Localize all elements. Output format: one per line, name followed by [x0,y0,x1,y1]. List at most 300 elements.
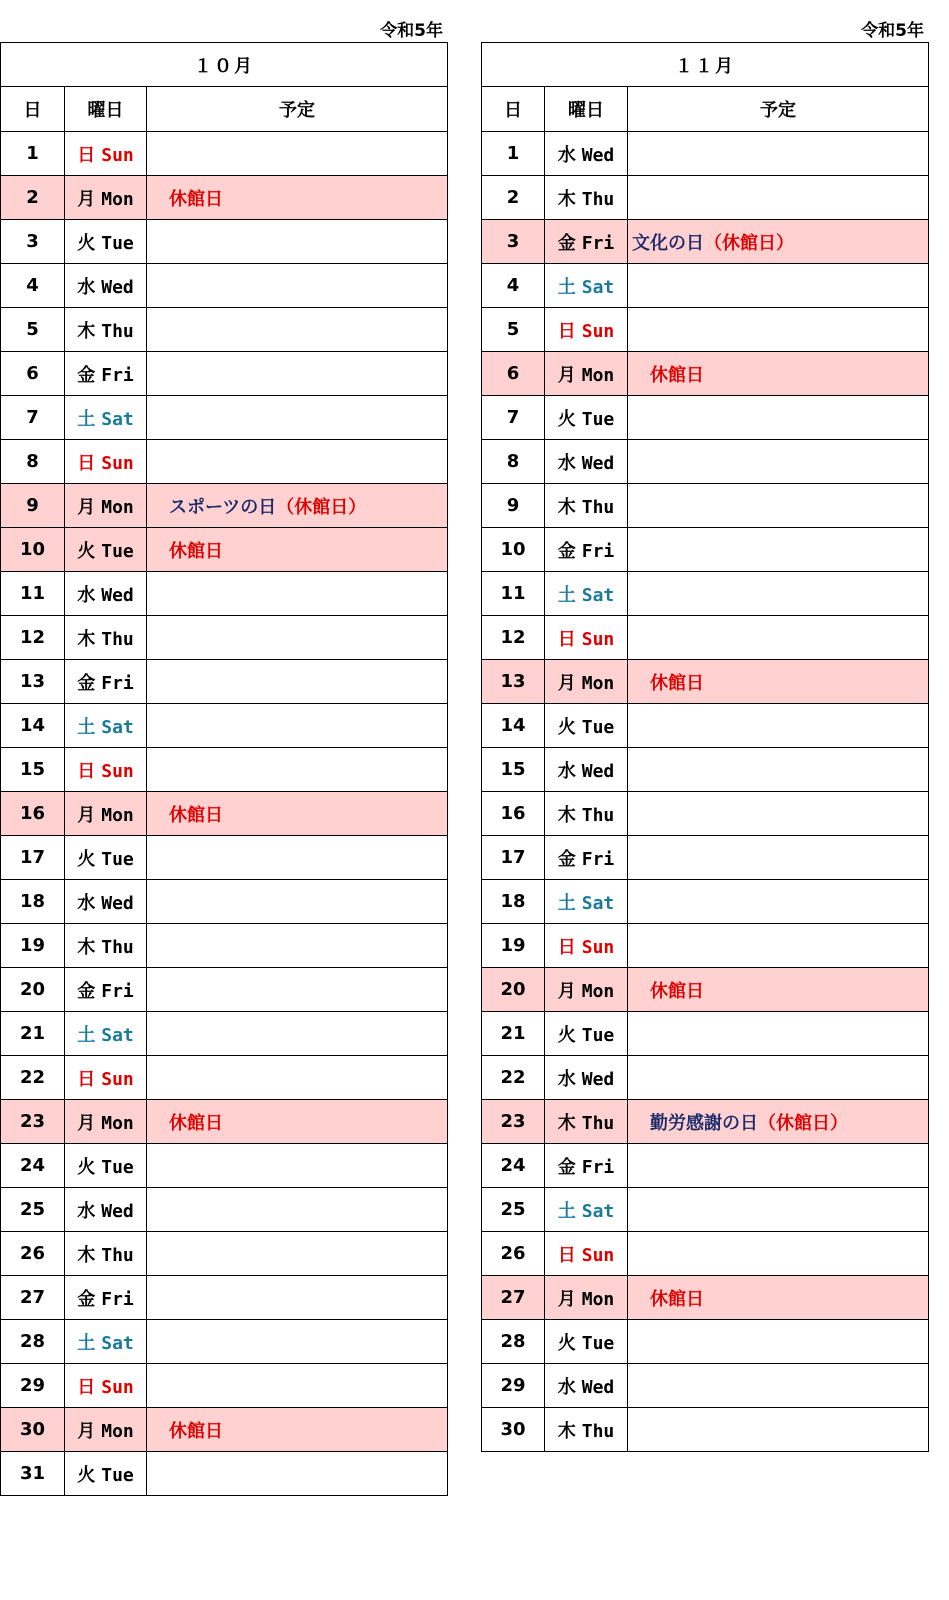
weekday-cell [545,748,628,792]
weekday-jp: 金 [557,848,576,870]
weekday-en: Fri [581,1156,615,1178]
plan-cell [147,176,448,220]
weekday-en: Tue [101,1156,134,1178]
weekday-jp: 火 [77,1156,96,1178]
day-cell: 4 [1,264,65,308]
plan-cell [147,1364,448,1408]
table-row [1,1408,448,1452]
table-row [1,1452,448,1496]
weekday-jp: 土 [557,276,576,298]
table-row [482,924,929,968]
plan-cell [628,572,929,616]
plan-cell [628,1364,929,1408]
weekday-cell [65,176,147,220]
day-cell: 8 [1,440,65,484]
day-cell: 29 [1,1364,65,1408]
plan-cell [628,176,929,220]
weekday-cell [545,484,628,528]
weekday-jp: 木 [77,936,96,958]
weekday-jp: 金 [77,364,96,386]
table-row [482,836,929,880]
plan-cell [147,792,448,836]
plan-cell [147,924,448,968]
day-cell: 13 [1,660,65,704]
weekday-en: Sun [581,628,615,650]
october-calendar-table [0,42,448,1496]
closed-label: 休館日 [650,364,704,386]
day-cell: 20 [482,968,545,1012]
weekday-cell [545,1056,628,1100]
weekday-jp: 木 [557,1420,576,1442]
weekday-en: Mon [101,1420,134,1442]
day-cell: 22 [1,1056,65,1100]
plan-cell [147,748,448,792]
plan-cell [628,132,929,176]
weekday-cell [545,352,628,396]
table-row [482,1056,929,1100]
weekday-cell [65,616,147,660]
table-row [1,1320,448,1364]
weekday-en: Sun [101,760,134,782]
weekday-cell [545,880,628,924]
closed-label: 休館日 [169,540,223,562]
weekday-cell [65,484,147,528]
weekday-jp: 日 [77,144,96,166]
weekday-jp: 水 [557,760,576,782]
day-cell: 6 [1,352,65,396]
table-row [1,396,448,440]
day-cell: 2 [1,176,65,220]
day-cell: 23 [482,1100,545,1144]
weekday-cell [65,1056,147,1100]
table-row [482,880,929,924]
plan-cell [628,792,929,836]
weekday-en: Wed [101,1200,134,1222]
weekday-cell [545,792,628,836]
weekday-en: Tue [101,232,134,254]
weekday-en: Thu [101,1244,134,1266]
weekday-jp: 土 [557,892,576,914]
table-row [1,1364,448,1408]
weekday-cell [65,1364,147,1408]
day-cell: 2 [482,176,545,220]
weekday-jp: 火 [557,408,576,430]
table-row [482,528,929,572]
weekday-cell [65,396,147,440]
plan-cell [628,308,929,352]
day-cell: 7 [482,396,545,440]
weekday-cell [65,1232,147,1276]
weekday-en: Fri [101,1288,134,1310]
weekday-cell [545,1188,628,1232]
weekday-cell [545,132,628,176]
day-cell: 28 [1,1320,65,1364]
weekday-cell [65,440,147,484]
table-row [482,1100,929,1144]
plan-cell [628,836,929,880]
table-row [482,1276,929,1320]
weekday-en: Wed [101,584,134,606]
plan-cell [147,308,448,352]
weekday-cell [545,176,628,220]
table-row [482,440,929,484]
weekday-jp: 木 [557,496,576,518]
plan-cell [147,1320,448,1364]
plan-cell [628,396,929,440]
table-row [482,660,929,704]
table-row [482,704,929,748]
day-cell: 18 [482,880,545,924]
table-row [482,1364,929,1408]
weekday-cell [65,1276,147,1320]
weekday-jp: 木 [557,1112,576,1134]
weekday-en: Mon [101,188,134,210]
weekday-en: Tue [581,716,615,738]
weekday-en: Tue [581,1024,615,1046]
era-label: 令和5年 [861,21,924,41]
plan-cell [147,572,448,616]
november-rows [482,132,929,1452]
plan-cell [147,220,448,264]
table-row [1,528,448,572]
october-sheet [0,0,447,1496]
plan-cell [147,1012,448,1056]
day-cell: 25 [1,1188,65,1232]
table-row [1,176,448,220]
weekday-jp: 火 [77,1464,96,1486]
month-title: １１月 [482,43,929,87]
weekday-cell [65,352,147,396]
day-cell: 12 [482,616,545,660]
table-row [1,1100,448,1144]
day-cell: 5 [1,308,65,352]
weekday-en: Sat [581,892,615,914]
weekday-cell [65,880,147,924]
weekday-cell [65,924,147,968]
weekday-jp: 土 [557,584,576,606]
day-cell: 4 [482,264,545,308]
weekday-jp: 水 [77,892,96,914]
table-row [482,264,929,308]
weekday-cell [545,968,628,1012]
day-cell: 6 [482,352,545,396]
closed-label: （休館日） [704,232,794,254]
day-cell: 21 [1,1012,65,1056]
plan-cell [147,396,448,440]
weekday-cell [65,308,147,352]
weekday-jp: 月 [77,496,96,518]
weekday-jp: 水 [557,452,576,474]
weekday-jp: 月 [77,1420,96,1442]
weekday-en: Sat [581,1200,615,1222]
weekday-jp: 日 [77,452,96,474]
weekday-cell [65,748,147,792]
weekday-en: Mon [581,364,615,386]
day-cell: 11 [1,572,65,616]
plan-cell [147,440,448,484]
plan-cell [147,660,448,704]
weekday-en: Wed [101,892,134,914]
weekday-en: Sun [101,1376,134,1398]
header-weekday: 曜日 [65,87,147,132]
weekday-en: Fri [101,672,134,694]
day-cell: 14 [482,704,545,748]
table-row [1,132,448,176]
weekday-en: Sat [581,276,615,298]
plan-cell [147,264,448,308]
weekday-jp: 水 [557,144,576,166]
day-cell: 25 [482,1188,545,1232]
weekday-cell [65,1012,147,1056]
weekday-cell [545,1408,628,1452]
weekday-en: Thu [581,1112,615,1134]
weekday-en: Sat [101,408,134,430]
weekday-jp: 火 [557,1024,576,1046]
weekday-jp: 火 [77,540,96,562]
table-row [482,792,929,836]
closed-label: 休館日 [650,980,704,1002]
weekday-cell [65,1320,147,1364]
table-row [1,616,448,660]
plan-cell [147,1144,448,1188]
weekday-en: Tue [101,1464,134,1486]
day-cell: 24 [1,1144,65,1188]
table-row [1,1144,448,1188]
weekday-cell [65,660,147,704]
day-cell: 22 [482,1056,545,1100]
header-day: 日 [1,87,65,132]
plan-cell [628,704,929,748]
day-cell: 3 [482,220,545,264]
weekday-jp: 金 [77,1288,96,1310]
weekday-en: Sun [581,320,615,342]
weekday-cell [545,924,628,968]
day-cell: 1 [482,132,545,176]
day-cell: 3 [1,220,65,264]
day-cell: 16 [482,792,545,836]
table-row [1,264,448,308]
weekday-en: Sun [101,452,134,474]
holiday-name: 文化の日 [632,232,704,254]
plan-cell [628,1232,929,1276]
weekday-jp: 土 [77,1024,96,1046]
day-cell: 9 [482,484,545,528]
weekday-en: Fri [101,980,134,1002]
weekday-en: Fri [581,848,615,870]
table-row [1,1012,448,1056]
weekday-jp: 土 [557,1200,576,1222]
plan-cell [628,924,929,968]
day-cell: 10 [482,528,545,572]
weekday-jp: 日 [557,628,576,650]
table-row [482,572,929,616]
plan-cell [147,1452,448,1496]
weekday-jp: 金 [557,540,576,562]
weekday-en: Thu [101,628,134,650]
closed-label: 休館日 [169,1420,223,1442]
closed-label: （休館日） [276,496,367,518]
weekday-en: Sat [101,1024,134,1046]
weekday-jp: 金 [557,1156,576,1178]
weekday-en: Wed [581,452,615,474]
day-cell: 17 [1,836,65,880]
weekday-en: Sat [101,1332,134,1354]
header-plan: 予定 [147,87,448,132]
weekday-en: Tue [581,1332,615,1354]
weekday-jp: 火 [557,716,576,738]
plan-cell [628,220,929,264]
table-row [1,1188,448,1232]
weekday-cell [545,616,628,660]
weekday-cell [65,836,147,880]
weekday-cell [545,1364,628,1408]
table-row [1,1056,448,1100]
day-cell: 19 [482,924,545,968]
weekday-cell [545,1144,628,1188]
weekday-en: Thu [581,1420,615,1442]
day-cell: 8 [482,440,545,484]
weekday-en: Mon [101,496,134,518]
weekday-cell [65,1408,147,1452]
weekday-jp: 木 [77,628,96,650]
weekday-en: Thu [101,320,134,342]
weekday-en: Wed [581,1068,615,1090]
plan-cell [628,880,929,924]
plan-cell [147,1408,448,1452]
closed-label: （休館日） [758,1112,848,1134]
weekday-en: Sun [101,144,134,166]
day-cell: 21 [482,1012,545,1056]
weekday-jp: 月 [77,188,96,210]
weekday-en: Fri [581,232,615,254]
table-row [1,1232,448,1276]
table-row [482,176,929,220]
plan-cell [147,1100,448,1144]
day-cell: 5 [482,308,545,352]
weekday-cell [545,660,628,704]
weekday-en: Thu [581,496,615,518]
weekday-cell [65,1452,147,1496]
day-cell: 23 [1,1100,65,1144]
day-cell: 30 [482,1408,545,1452]
day-cell: 7 [1,396,65,440]
closed-label: 休館日 [169,188,223,210]
day-cell: 19 [1,924,65,968]
weekday-jp: 金 [77,980,96,1002]
weekday-cell [65,1188,147,1232]
weekday-en: Wed [581,144,615,166]
plan-cell [147,352,448,396]
plan-cell [147,616,448,660]
weekday-en: Mon [101,804,134,826]
plan-cell [147,484,448,528]
day-cell: 29 [482,1364,545,1408]
table-row [482,308,929,352]
table-row [482,1320,929,1364]
table-row [482,616,929,660]
weekday-en: Fri [101,364,134,386]
weekday-en: Sun [101,1068,134,1090]
weekday-en: Wed [101,276,134,298]
plan-cell [628,1144,929,1188]
weekday-jp: 日 [557,936,576,958]
day-cell: 9 [1,484,65,528]
table-row [1,660,448,704]
weekday-jp: 水 [557,1376,576,1398]
weekday-cell [545,264,628,308]
day-cell: 16 [1,792,65,836]
weekday-en: Mon [581,980,615,1002]
plan-cell [628,264,929,308]
november-calendar-table [481,42,929,1452]
table-row [1,484,448,528]
day-cell: 1 [1,132,65,176]
weekday-en: Fri [581,540,615,562]
plan-cell [147,1056,448,1100]
table-row [1,352,448,396]
table-row [482,1144,929,1188]
weekday-en: Mon [101,1112,134,1134]
plan-cell [628,1320,929,1364]
weekday-jp: 日 [557,320,576,342]
plan-cell [147,968,448,1012]
weekday-cell [545,572,628,616]
table-row [482,1012,929,1056]
weekday-jp: 金 [557,232,576,254]
weekday-cell [65,528,147,572]
weekday-cell [65,572,147,616]
weekday-jp: 土 [77,716,96,738]
weekday-en: Tue [101,848,134,870]
day-cell: 18 [1,880,65,924]
month-title: １０月 [1,43,448,87]
weekday-cell [65,220,147,264]
table-row [1,572,448,616]
day-cell: 10 [1,528,65,572]
weekday-cell [545,220,628,264]
day-cell: 20 [1,968,65,1012]
table-row [1,924,448,968]
weekday-cell [545,396,628,440]
day-cell: 28 [482,1320,545,1364]
plan-cell [628,484,929,528]
closed-label: 休館日 [650,1288,704,1310]
weekday-cell [545,528,628,572]
day-cell: 12 [1,616,65,660]
weekday-en: Thu [581,804,615,826]
table-row [482,220,929,264]
table-row [1,880,448,924]
weekday-jp: 土 [77,1332,96,1354]
era-label: 令和5年 [380,21,443,41]
weekday-en: Tue [581,408,615,430]
weekday-cell [545,1012,628,1056]
plan-cell [628,660,929,704]
weekday-en: Wed [581,760,615,782]
day-cell: 27 [1,1276,65,1320]
day-cell: 30 [1,1408,65,1452]
table-row [482,1232,929,1276]
table-row [482,132,929,176]
table-row [482,484,929,528]
table-row [482,1188,929,1232]
weekday-jp: 木 [557,804,576,826]
plan-cell [628,352,929,396]
weekday-cell [545,1100,628,1144]
weekday-jp: 木 [557,188,576,210]
plan-cell [628,1276,929,1320]
plan-cell [628,1408,929,1452]
